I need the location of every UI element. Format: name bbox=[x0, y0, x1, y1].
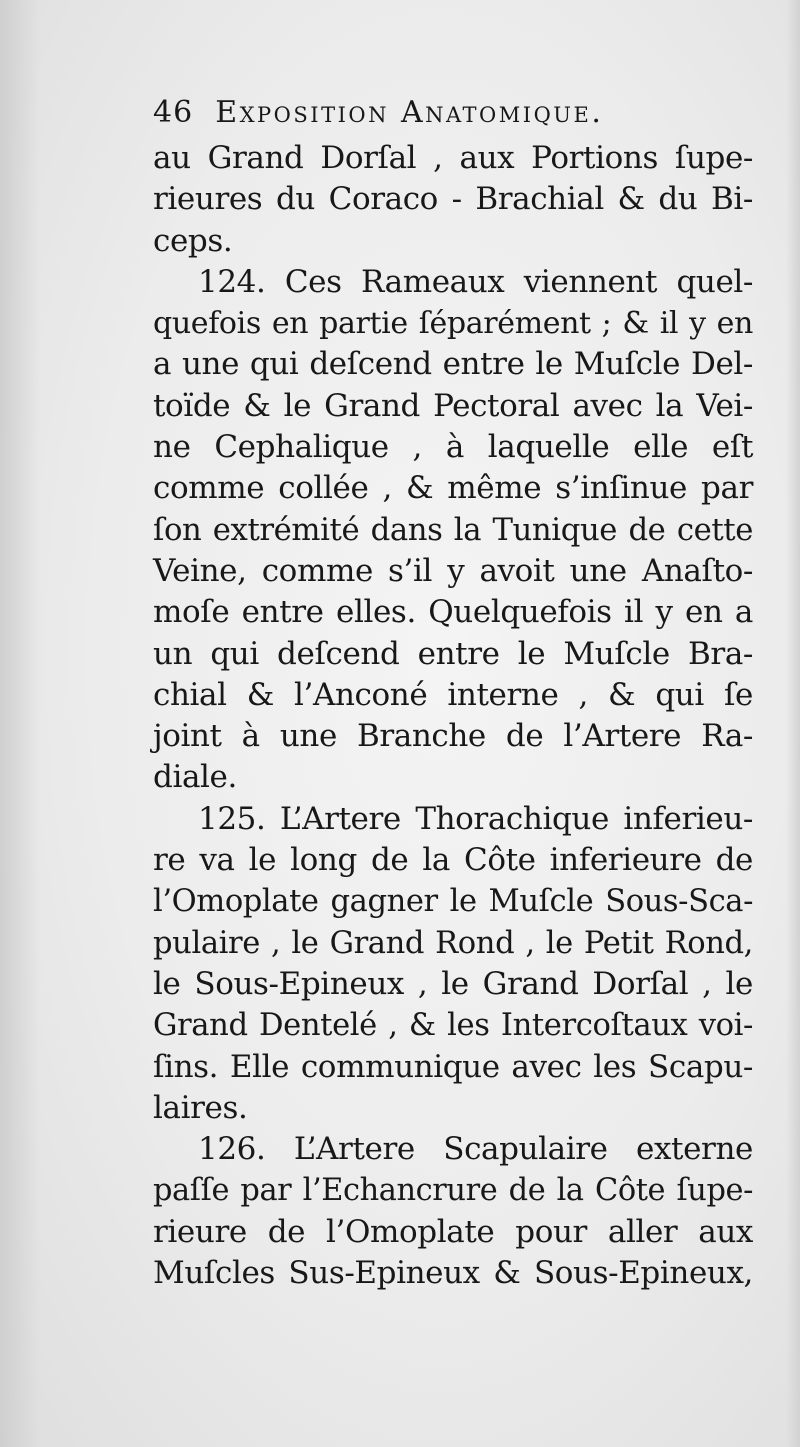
body-text bbox=[153, 138, 753, 1294]
text-line: rieures du Coraco - Brachial & du Bi- bbox=[153, 181, 753, 218]
text-line: joint à une Branche de l’Artere Ra- bbox=[153, 718, 753, 755]
text-line: moſe entre elles. Quelquefois il y en a bbox=[153, 594, 753, 631]
text-line: l’Omoplate gagner le Muſcle Sous-Sca- bbox=[153, 884, 753, 920]
text-line: ſins. Elle communique avec les Scapu- bbox=[153, 1048, 753, 1085]
paragraph-first-line: 125. L’Artere Thorachique inferieu- bbox=[198, 800, 753, 837]
text-line: un qui deſcend entre le Muſcle Bra- bbox=[153, 635, 753, 672]
text-line: rieure de l’Omoplate pour aller aux bbox=[153, 1213, 753, 1250]
text-line: toïde & le Grand Pectoral avec la Vei- bbox=[153, 387, 753, 424]
running-head bbox=[153, 88, 753, 138]
text-line: comme collée , & même s’inſinue par bbox=[153, 470, 753, 507]
text-line: Muſcles Sus-Epineux & Sous-Epineux, bbox=[153, 1255, 753, 1292]
running-title: Exposition Anatomique. bbox=[215, 95, 604, 130]
text-line: quefois en partie ſéparément ; & il y en bbox=[153, 306, 753, 342]
binding-gutter-shadow bbox=[0, 0, 40, 1447]
text-line: paſſe par l’Echancrure de la Côte ſupe- bbox=[153, 1173, 753, 1209]
paragraph-first-line: 124. Ces Rameaux viennent quel- bbox=[198, 263, 753, 300]
text-line: Grand Dentelé , & les Intercoſtaux voi- bbox=[153, 1008, 753, 1044]
text-line: re va le long de la Côte inferieure de bbox=[153, 842, 753, 879]
text-line: au Grand Dorſal , aux Portions ſupe- bbox=[153, 140, 753, 176]
page-number: 46 bbox=[153, 95, 194, 130]
text-line: pulaire , le Grand Rond , le Petit Rond, bbox=[153, 925, 753, 961]
page-edge-shadow bbox=[786, 0, 800, 1447]
text-line: diale. bbox=[153, 759, 237, 796]
text-line: ſon extrémité dans la Tunique de cette bbox=[153, 512, 753, 548]
text-line: ne Cephalique , à laquelle elle eſt bbox=[153, 429, 753, 466]
text-line: chial & l’Anconé interne , & qui ſe bbox=[153, 676, 753, 713]
paragraph-first-line: 126. L’Artere Scapulaire externe bbox=[198, 1131, 753, 1168]
text-line: laires. bbox=[153, 1089, 248, 1126]
text-line: Veine, comme s’il y avoit une Anaſto- bbox=[153, 552, 753, 589]
text-line: a une qui deſcend entre le Muſcle Del- bbox=[153, 346, 753, 383]
text-block bbox=[153, 88, 753, 1294]
text-line: le Sous-Epineux , le Grand Dorſal , le bbox=[153, 965, 753, 1002]
text-line: ceps. bbox=[153, 222, 233, 259]
